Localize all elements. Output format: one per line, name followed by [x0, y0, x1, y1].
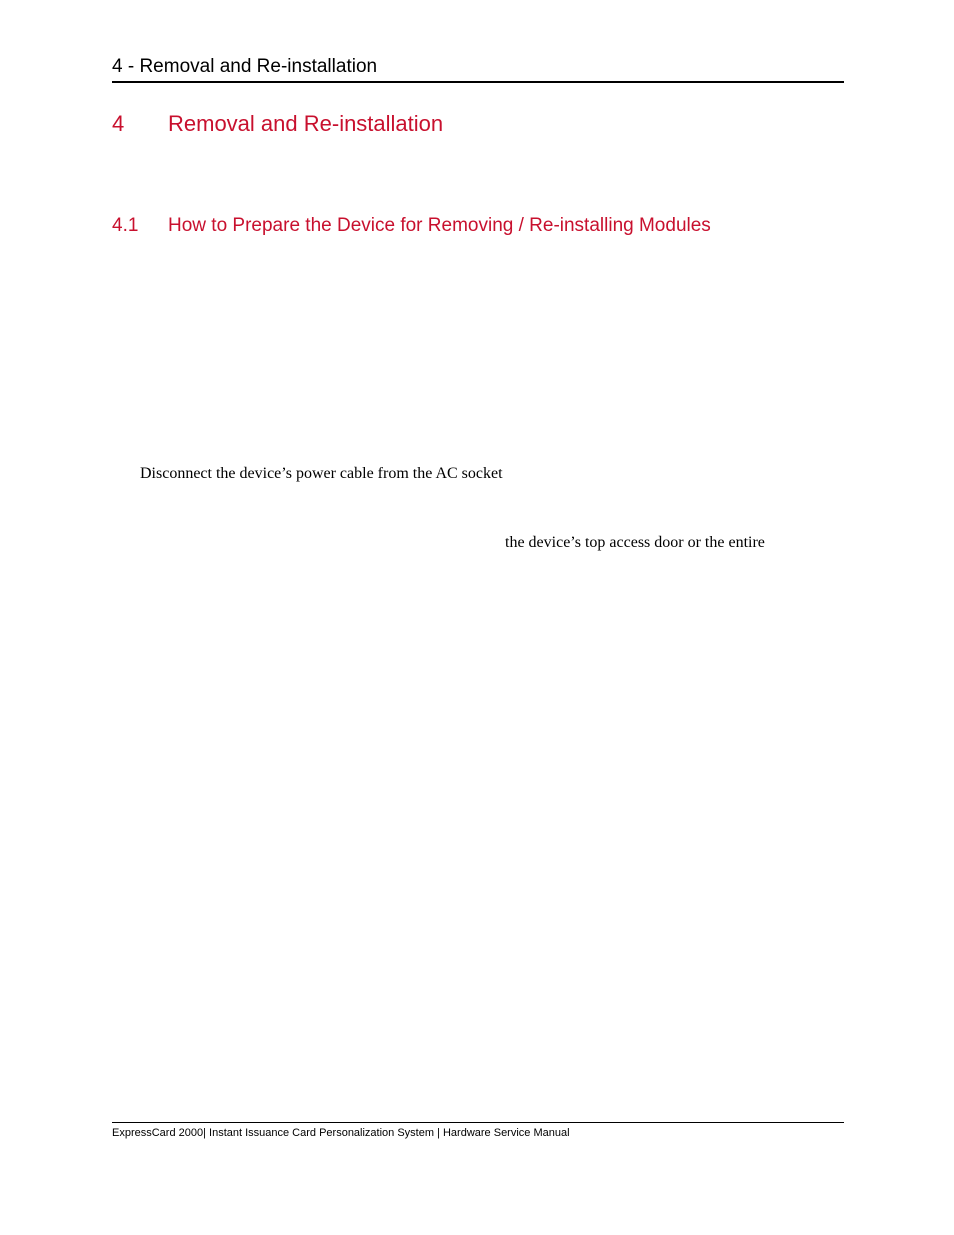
running-footer [112, 1122, 844, 1140]
chapter-number: 4 [112, 111, 125, 136]
section-title: How to Prepare the Device for Removing / Re-installing Modules [168, 215, 711, 236]
running-header-title: 4 - Removal and Re-installation [112, 56, 378, 77]
running-header [112, 55, 844, 83]
body-text-line: the device’s top access door or the entire [505, 534, 765, 551]
chapter-heading [112, 110, 443, 138]
section-heading [112, 213, 711, 239]
running-footer-text: ExpressCard 2000| Instant Issuance Card Personalization System | Hardware Service Manual [112, 1127, 570, 1139]
chapter-title: Removal and Re-installation [168, 111, 444, 136]
section-number: 4.1 [112, 215, 139, 236]
body-text-line: Disconnect the device’s power cable from the AC socket [140, 465, 503, 482]
